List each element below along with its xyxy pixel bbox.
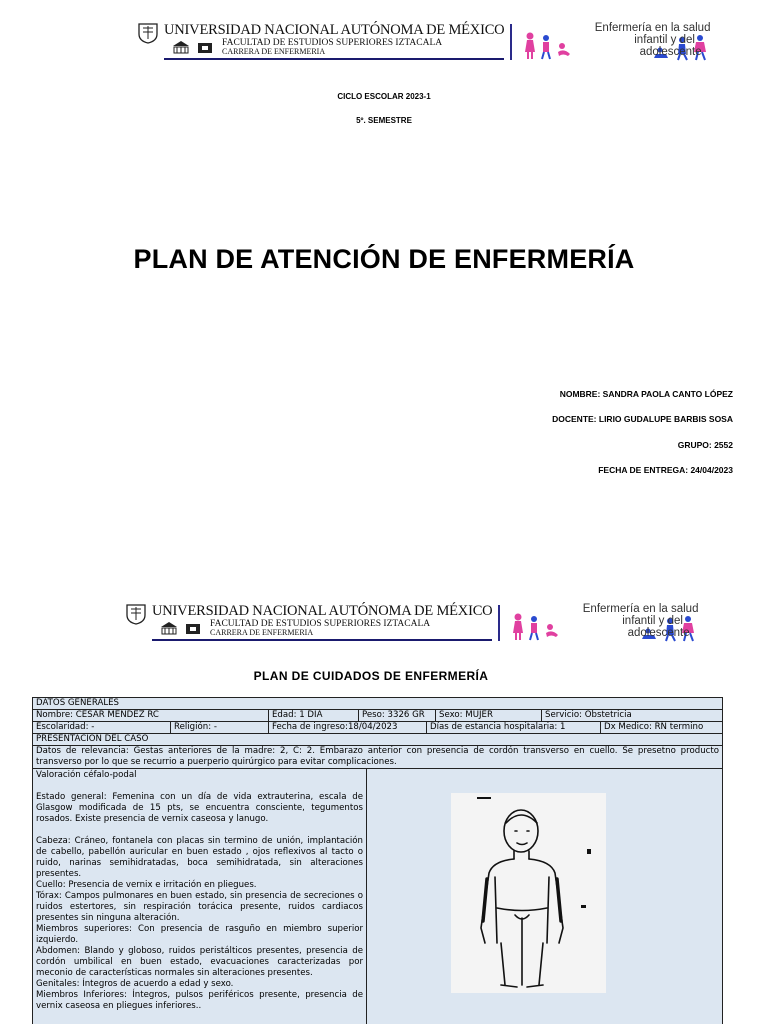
- body-diagram-image: [451, 793, 606, 993]
- genitals-assessment: Genitales: Íntegros de acuerdo a edad y sexo.: [36, 979, 234, 989]
- fes-building-icon: [172, 40, 190, 55]
- upper-limbs-assessment: Miembros superiores: Con presencia de rasguño en miembro superior izquierdo.: [36, 924, 363, 945]
- table-row: [33, 746, 722, 769]
- faculty-name: FACULTAD DE ESTUDIOS SUPERIORES IZTACALA: [222, 38, 443, 48]
- header-rule: [152, 639, 492, 641]
- program-line-1: Enfermería en la salud: [582, 603, 699, 615]
- general-state: Estado general: Femenina con un día de vida extrauterina, escala de Glasgow modificada de 15 pts, se encuentra consciente, tegumentos rosados. Existe presencia de vernix caseosa y lanugo.: [36, 792, 363, 824]
- unam-crest-icon: [124, 603, 148, 625]
- case-header: PRESENTACIÓN DEL CASO: [36, 734, 149, 744]
- table-row: [33, 722, 722, 734]
- semester: 5º. SEMESTRE: [356, 116, 412, 125]
- medical-diagnosis: Dx Medico: RN termino: [604, 722, 704, 732]
- header-rule: [164, 58, 504, 60]
- assessment-text: [33, 769, 367, 1024]
- fes-building-icon: [160, 621, 178, 636]
- schooling: Escolaridad: -: [33, 722, 171, 733]
- faculty-name: FACULTAD DE ESTUDIOS SUPERIORES IZTACALA: [210, 619, 431, 629]
- teacher-name: DOCENTE: LIRIO GUDALUPE BARBIS SOSA: [552, 414, 733, 424]
- nursing-building-icon: [196, 40, 214, 55]
- career-name: CARRERA DE ENFERMERIA: [222, 47, 326, 56]
- university-name: UNIVERSIDAD NACIONAL AUTÓNOMA DE MÉXICO: [152, 603, 493, 619]
- patient-age: Edad: 1 DIA: [269, 710, 359, 721]
- program-logo: [508, 603, 698, 643]
- university-name: UNIVERSIDAD NACIONAL AUTÓNOMA DE MÉXICO: [164, 22, 505, 38]
- thorax-assessment: Tórax: Campos pulmonares en buen estado, sin presencia de secreciones o ruidos estertores, sin respiración torácica presente, ruidos cardiacos presentes sin ninguna alteración.: [36, 891, 363, 923]
- relevance-data: Datos de relevancia: Gestas anteriores de la madre: 2, C: 2. Embarazo anterior con presencia de cordón transverso en cuello. Se presetno producto transverso por lo que se recurrio a puerperio quirúrgico para evitar complicaciones.: [36, 746, 719, 767]
- school-year: CICLO ESCOLAR 2023-1: [337, 92, 431, 101]
- program-line-2: infantil y del: [622, 615, 683, 627]
- table-row: [33, 710, 722, 722]
- assessment-row: [33, 769, 722, 1024]
- table-row: [33, 698, 722, 710]
- neck-assessment: Cuello: Presencia de vernix e irritación en pliegues.: [36, 880, 257, 890]
- general-data-header: DATOS GENERALES: [36, 698, 119, 708]
- head-assessment: Cabeza: Cráneo, fontanela con placas sin termino de unión, implantación de cabello, pabellón auricular en buen estado , ojos reflexivos al tacto o ruido, narinas semihidratadas, boca semihidratada, sin alteraciones presentes.: [36, 836, 363, 879]
- table-row: [33, 734, 722, 746]
- student-name: NOMBRE: SANDRA PAOLA CANTO LÓPEZ: [559, 389, 733, 399]
- unam-crest-icon: [136, 22, 160, 44]
- program-logo: [520, 22, 710, 62]
- nursing-building-icon: [184, 621, 202, 636]
- program-line-3: adolescente: [627, 627, 690, 639]
- header-divider: [510, 24, 512, 60]
- plan-title: PLAN DE CUIDADOS DE ENFERMERÍA: [253, 669, 489, 683]
- program-line-2: infantil y del: [634, 34, 695, 46]
- admission-date: Fecha de ingreso:18/04/2023: [269, 722, 427, 733]
- patient-weight: Peso: 3326 GR: [359, 710, 436, 721]
- lower-limbs-assessment: Miembros Inferiores: Íntegros, pulsos periféricos presente, presencia de vernix caseosa en pliegues inferiores..: [36, 990, 363, 1011]
- page-title: PLAN DE ATENCIÓN DE ENFERMERÍA: [133, 244, 635, 274]
- career-name: CARRERA DE ENFERMERIA: [210, 628, 314, 637]
- assessment-title: Valoración céfalo-podal: [36, 770, 137, 780]
- program-line-3: adolescente: [639, 46, 702, 58]
- religion: Religión: -: [171, 722, 269, 733]
- due-date: FECHA DE ENTREGA: 24/04/2023: [598, 465, 733, 475]
- patient-sex: Sexo: MUJER: [436, 710, 542, 721]
- program-line-1: Enfermería en la salud: [594, 22, 711, 34]
- header-banner: [136, 22, 710, 62]
- care-plan-table: [32, 697, 723, 1024]
- hospital-days: Días de estancia hospitalaria: 1: [427, 722, 601, 733]
- body-diagram-cell: [367, 769, 722, 1024]
- header-banner-2: [124, 603, 698, 643]
- group-number: GRUPO: 2552: [677, 440, 733, 450]
- abdomen-assessment: Abdomen: Blando y globoso, ruidos peristálticos presentes, presencia de cordón umbilical en buen estado, evacuaciones caracterizadas por meconio de características normales sin alteraciones presentes.: [36, 946, 363, 978]
- header-divider: [498, 605, 500, 641]
- service: Servicio: Obstetricia: [545, 710, 632, 720]
- patient-name: Nombre: CESAR MENDEZ RC: [33, 710, 269, 721]
